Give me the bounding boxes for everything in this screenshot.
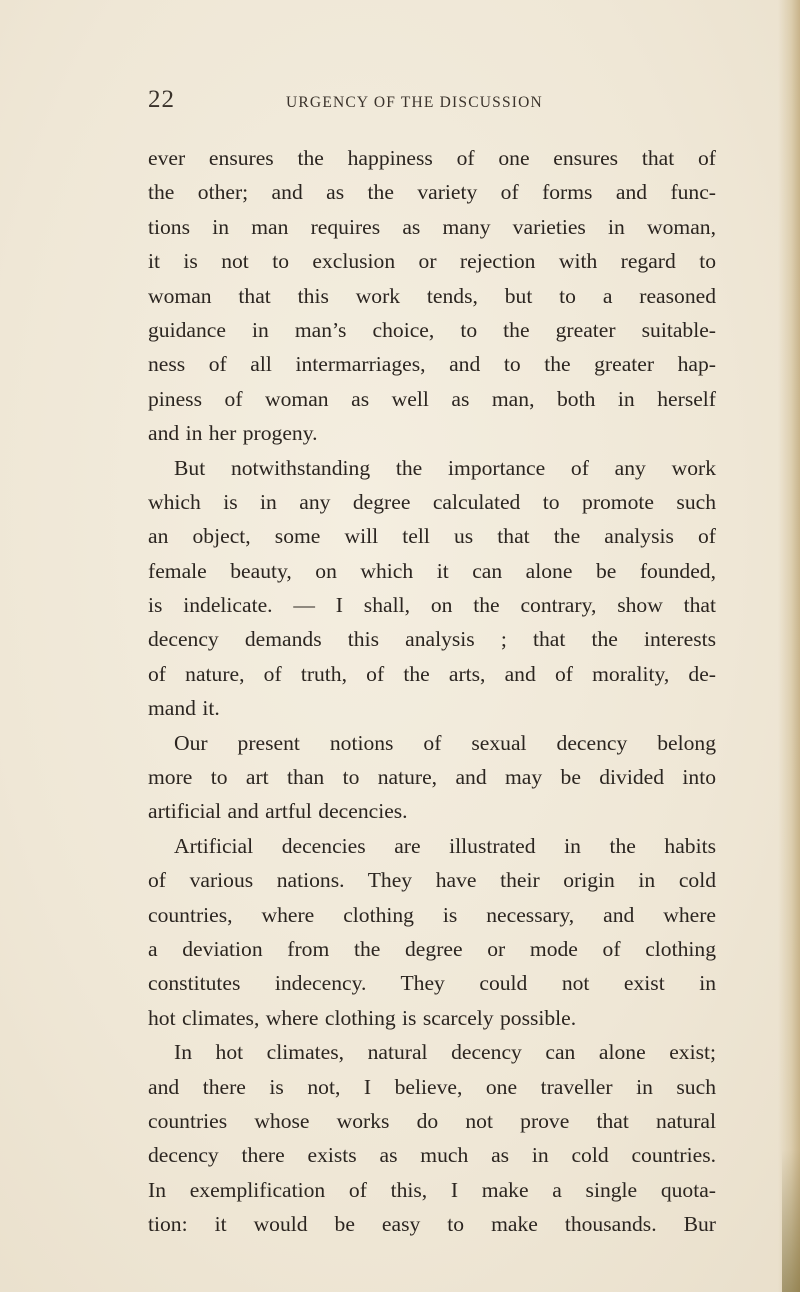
text-line: an object, some will tell us that the analysis of <box>148 524 716 549</box>
text-line: of nature, of truth, of the arts, and of morality, de- <box>148 661 716 686</box>
text-line: and there is not, I believe, one traveller in such <box>148 1074 716 1099</box>
text-line: is indelicate. — I shall, on the contrary, show that <box>148 593 716 618</box>
text-line: mand it. <box>148 696 220 721</box>
text-line: ever ensures the happiness of one ensures that of <box>148 146 716 170</box>
text-line: countries, where clothing is necessary, and where <box>148 902 716 927</box>
page-number: 22 <box>148 86 175 113</box>
text-line: artificial and artful decencies. <box>148 799 408 824</box>
text-line: decency demands this analysis ; that the interests <box>148 627 716 652</box>
text-line: which is in any degree calculated to promote such <box>148 489 716 514</box>
text-line: In exemplification of this, I make a single quota- <box>148 1177 716 1202</box>
text-line: it is not to exclusion or rejection with regard to <box>148 249 716 274</box>
text-line: Artificial decencies are illustrated in the habits <box>174 833 716 858</box>
text-line: ness of all intermarriages, and to the greater hap- <box>148 352 716 377</box>
text-line: But notwithstanding the importance of any work <box>174 455 716 480</box>
text-line: hot climates, where clothing is scarcely possible. <box>148 1005 577 1030</box>
text-line: female beauty, on which it can alone be founded, <box>148 558 716 583</box>
text-line: constitutes indecency. They could not exist in <box>148 971 716 996</box>
text-line: of various nations. They have their origin in cold <box>148 868 716 893</box>
text-line: Our present notions of sexual decency belong <box>174 730 716 755</box>
text-line: and in her progeny. <box>148 421 318 446</box>
page-header <box>148 86 708 122</box>
text-line: decency there exists as much as in cold countries. <box>148 1143 716 1168</box>
body-text <box>148 141 716 1242</box>
page-edge-stain <box>778 0 800 1292</box>
text-line: In hot climates, natural decency can alone exist; <box>174 1040 716 1065</box>
text-line: more to art than to nature, and may be divided into <box>148 765 716 790</box>
text-line: tions in man requires as many varieties in woman, <box>148 214 716 239</box>
text-line: a deviation from the degree or mode of clothing <box>148 936 716 961</box>
text-line: guidance in man’s choice, to the greater suitable- <box>148 317 716 342</box>
page-corner-stain <box>782 1150 800 1292</box>
text-line: tion: it would be easy to make thousands. Bur <box>148 1212 716 1237</box>
text-line: countries whose works do not prove that natural <box>148 1108 716 1133</box>
text-line: piness of woman as well as man, both in herself <box>148 386 716 411</box>
text-line: the other; and as the variety of forms and func- <box>148 180 716 205</box>
running-title: URGENCY OF THE DISCUSSION <box>286 94 543 111</box>
text-line: woman that this work tends, but to a reasoned <box>148 283 716 308</box>
